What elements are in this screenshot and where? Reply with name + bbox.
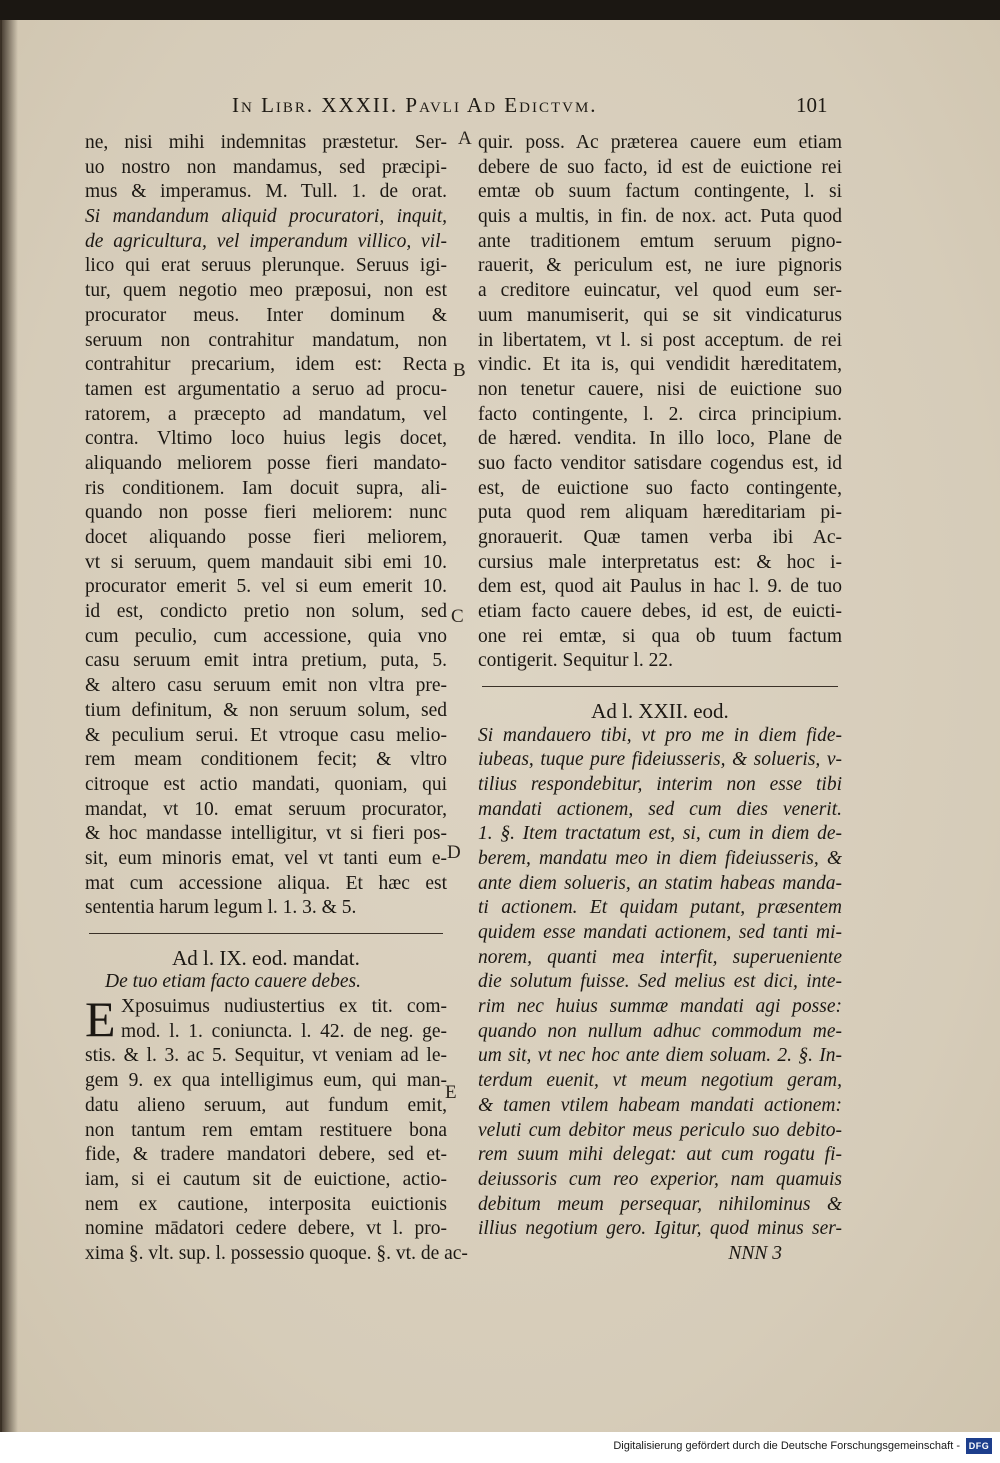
text-line: ante diem solueris, an statim habeas manda- bbox=[478, 872, 842, 894]
text-line: cursius male interpretatus est: & hoc i- bbox=[478, 551, 842, 573]
text-line: seruum non contrahitur mandatum, non bbox=[85, 329, 447, 351]
text-line: gnorauerit. Quæ tamen verba ibi Ac- bbox=[478, 527, 842, 548]
text-line: docet aliquando posse fieri meliorem, bbox=[85, 527, 447, 548]
dfg-logo: DFG bbox=[966, 1438, 992, 1454]
text-line: lico qui erat seruus plerunque. Seruus igi- bbox=[85, 255, 447, 277]
margin-letter-a: A bbox=[458, 128, 472, 149]
text-line: est, de euictione suo facto contingente, bbox=[478, 477, 842, 499]
text-line: tium definitum, & non seruum solum, sed bbox=[85, 699, 447, 721]
text-line: rauerit, & periculum est, ne iure pignoris bbox=[478, 255, 842, 277]
running-title: In Libr. XXXII. Pavli Ad Edictvm. bbox=[232, 93, 598, 117]
text-line: mod. l. 1. coniuncta. l. 42. de neg. ge- bbox=[121, 1020, 447, 1042]
text-line: datu alieno seruum, aut fundum emit, bbox=[85, 1094, 447, 1116]
lemma-line: De tuo etiam facto cauere debes. bbox=[105, 971, 361, 993]
text-line: illius negotium gero. Igitur, quod minus ser- bbox=[478, 1218, 842, 1240]
text-line: mandat, vt 10. emat seruum procurator, bbox=[85, 798, 447, 820]
text-line: debere de suo facto, id est de euictione rei bbox=[478, 156, 842, 178]
text-line: norem, quanti mea interfit, superueniente bbox=[478, 946, 842, 968]
text-line: procurator meus. Inter dominum & bbox=[85, 304, 447, 326]
text-line: ratorem, a præcepto ad mandatum, vel bbox=[85, 403, 447, 425]
text-line: facto contingente, l. 2. circa principium. bbox=[478, 403, 842, 425]
text-line: contigerit. Sequitur l. 22. bbox=[478, 650, 673, 672]
text-line: contrahitur precarium, idem est: Recta bbox=[85, 354, 447, 376]
text-line: xima §. vlt. sup. l. possessio quoque. §. vt. de ac- bbox=[85, 1242, 468, 1264]
text-line: id est, condicto pretio non solum, sed bbox=[85, 601, 447, 623]
text-line: suo facto venditor satisdare cogendus est, id bbox=[478, 452, 842, 474]
text-line: & tamen vtilem habeam mandati actionem: bbox=[478, 1094, 842, 1116]
text-line: citroque est actio mandati, quoniam, qui bbox=[85, 773, 447, 795]
text-line: Si mandauero tibi, vt pro me in diem fide- bbox=[478, 724, 842, 746]
drop-cap: E bbox=[85, 991, 116, 1048]
text-line: ti actionem. Et quidam putant, præsentem bbox=[478, 897, 842, 919]
text-line: mandati actionem, sed cum dies venerit. bbox=[478, 798, 842, 820]
text-line: nem ex cautione, interposita euictionis bbox=[85, 1193, 447, 1215]
text-line: sit, eum minoris emat, vel vt tanti eum e- bbox=[85, 847, 447, 869]
text-line: quando non posse fieri meliorem: nunc bbox=[85, 502, 447, 524]
section-heading: Ad l. IX. eod. mandat. bbox=[172, 945, 360, 970]
text-line: a creditore euincatur, vel quod eum ser- bbox=[478, 280, 842, 302]
text-line: non tantum rem emtam restituere bona bbox=[85, 1119, 447, 1141]
text-line: & hoc mandasse intelligitur, vt si fieri pos- bbox=[85, 823, 447, 845]
text-line-content: Xposuimus nudiustertius ex tit. com- bbox=[121, 996, 447, 1018]
text-line: in libertatem, vt l. si post acceptum. de rei bbox=[478, 329, 842, 351]
text-line: tur, quem negotio meo præposui, non est bbox=[85, 280, 447, 302]
catchword-signature: NNN 3 bbox=[728, 1242, 782, 1264]
text-line: tilius respondebitur, interim non esse tibi bbox=[478, 773, 842, 795]
margin-letter-c: C bbox=[451, 606, 464, 627]
text-line: rem meam conditionem fecit; & vltro bbox=[85, 749, 447, 771]
section-divider bbox=[85, 921, 447, 946]
text-line: ne, nisi mihi indemnitas præstetur. Ser- bbox=[85, 132, 447, 153]
text-line: puta quod rem aliquam hæreditariam pi- bbox=[478, 502, 842, 524]
text-line: die solutum fuisse. Sed melius est dici, inte- bbox=[478, 971, 842, 993]
text-line: emtæ ob suum factum contingente, l. si bbox=[478, 181, 842, 203]
text-line: de hæred. vendita. In illo loco, Plane de bbox=[478, 428, 842, 450]
text-line: iam, si ei cautum sit de euictione, actio- bbox=[85, 1168, 447, 1190]
text-line: quir. poss. Ac præterea cauere eum etiam bbox=[478, 132, 842, 153]
margin-letter-e: E bbox=[445, 1082, 457, 1103]
text-line: quidem esse mandati actionem, sed tanti mi- bbox=[478, 922, 842, 943]
text-line: fide, & tradere mandatori debere, sed et- bbox=[85, 1144, 447, 1166]
text-line: contra. Vltimo loco huius legis docet, bbox=[85, 428, 447, 450]
text-line: dem est, quod ait Paulus in hac l. 9. de tuo bbox=[478, 576, 842, 598]
text-line: rem suum mihi delegat: aut cum rogatu fi- bbox=[478, 1144, 842, 1166]
text-line: veluti cum debitor meus periculo suo debito- bbox=[478, 1119, 842, 1141]
text-line: rim nec huius summæ mandati agi posse: bbox=[478, 996, 842, 1018]
text-line: mat cum accessione aliqua. Et hæc est bbox=[85, 872, 447, 894]
funding-credit: Digitalisierung gefördert durch die Deutsche Forschungsgemeinschaft - bbox=[613, 1440, 960, 1452]
text-line: quando non nullum adhuc commodum me- bbox=[478, 1020, 842, 1042]
text-line: uo nostro non mandamus, sed præcipi- bbox=[85, 156, 447, 178]
text-line: stis. & l. 3. ac 5. Sequitur, vt veniam ad le- bbox=[85, 1045, 447, 1067]
text-line: mus & imperamus. M. Tull. 1. de orat. bbox=[85, 181, 447, 203]
text-line: vt si seruum, quem mandauit sibi emi 10. bbox=[85, 551, 447, 573]
text-line: casu seruum emit intra pretium, puta, 5. bbox=[85, 650, 447, 672]
text-line: nomine mādatori cedere debere, vt l. pro- bbox=[85, 1218, 447, 1240]
text-line: ante traditionem emtum seruum pigno- bbox=[478, 230, 842, 252]
viewer-footer bbox=[0, 1432, 1000, 1463]
text-line: procurator emerit 5. vel si eum emerit 10. bbox=[85, 576, 447, 598]
text-line: non tenetur cauere, nisi de euictione suo bbox=[478, 378, 842, 400]
text-line: vindic. Et ita is, qui vendidit hæreditatem, bbox=[478, 354, 842, 376]
gutter-shadow bbox=[0, 20, 18, 1432]
section-divider bbox=[478, 674, 842, 699]
text-line: aliquando meliorem posse fieri mandato- bbox=[85, 452, 447, 474]
margin-letter-b: B bbox=[453, 360, 466, 381]
margin-letter-d: D bbox=[447, 842, 461, 863]
text-line: um sit, vt nec hoc ante diem soluam. 2. §. In- bbox=[478, 1045, 842, 1067]
right-text-column bbox=[478, 131, 842, 1267]
text-line: debitum meum persequar, nihilominus & bbox=[478, 1193, 842, 1215]
text-line: etiam facto cauere debes, id est, de euicti- bbox=[478, 601, 842, 623]
text-line: tamen est argumentatio a seruo ad procu- bbox=[85, 378, 447, 400]
page-number: 101 bbox=[796, 93, 828, 117]
text-line: Si mandandum aliquid procuratori, inquit, bbox=[85, 206, 447, 228]
text-line: deiussoris cum reo experior, nam quamuis bbox=[478, 1168, 842, 1190]
text-line: uum manumiserit, qui se sit vindicaturus bbox=[478, 304, 842, 326]
text-line: sententia harum legum l. 1. 3. & 5. bbox=[85, 897, 357, 919]
text-line: & altero casu seruum emit non vltra pre- bbox=[85, 675, 447, 697]
text-line: de agricultura, vel imperandum villico, vil- bbox=[85, 230, 447, 252]
text-line: berem, mandatu meo in diem fideiusseris, & bbox=[478, 847, 842, 869]
text-line: & peculium serui. Et vtroque casu melio- bbox=[85, 724, 447, 746]
text-line: one rei emtæ, si qua ob tuum factum bbox=[478, 625, 842, 647]
text-line: iubeas, tuque pure fideiusseris, & solueris, v- bbox=[478, 749, 842, 771]
text-line: cum peculio, cum accessione, quia vno bbox=[85, 625, 447, 647]
text-line: 1. §. Item tractatum est, si, cum in diem de- bbox=[478, 823, 842, 845]
text-line: gem 9. ex qua intelligimus eum, qui man- bbox=[85, 1070, 447, 1092]
left-text-column bbox=[85, 131, 468, 1267]
section-heading: Ad l. XXII. eod. bbox=[591, 698, 729, 723]
text-line: quis a multis, in fin. de nox. act. Puta quod bbox=[478, 206, 842, 228]
text-line: ris conditionem. Iam docuit supra, ali- bbox=[85, 477, 447, 499]
text-line: terdum euenit, vt meum negotium geram, bbox=[478, 1070, 842, 1092]
